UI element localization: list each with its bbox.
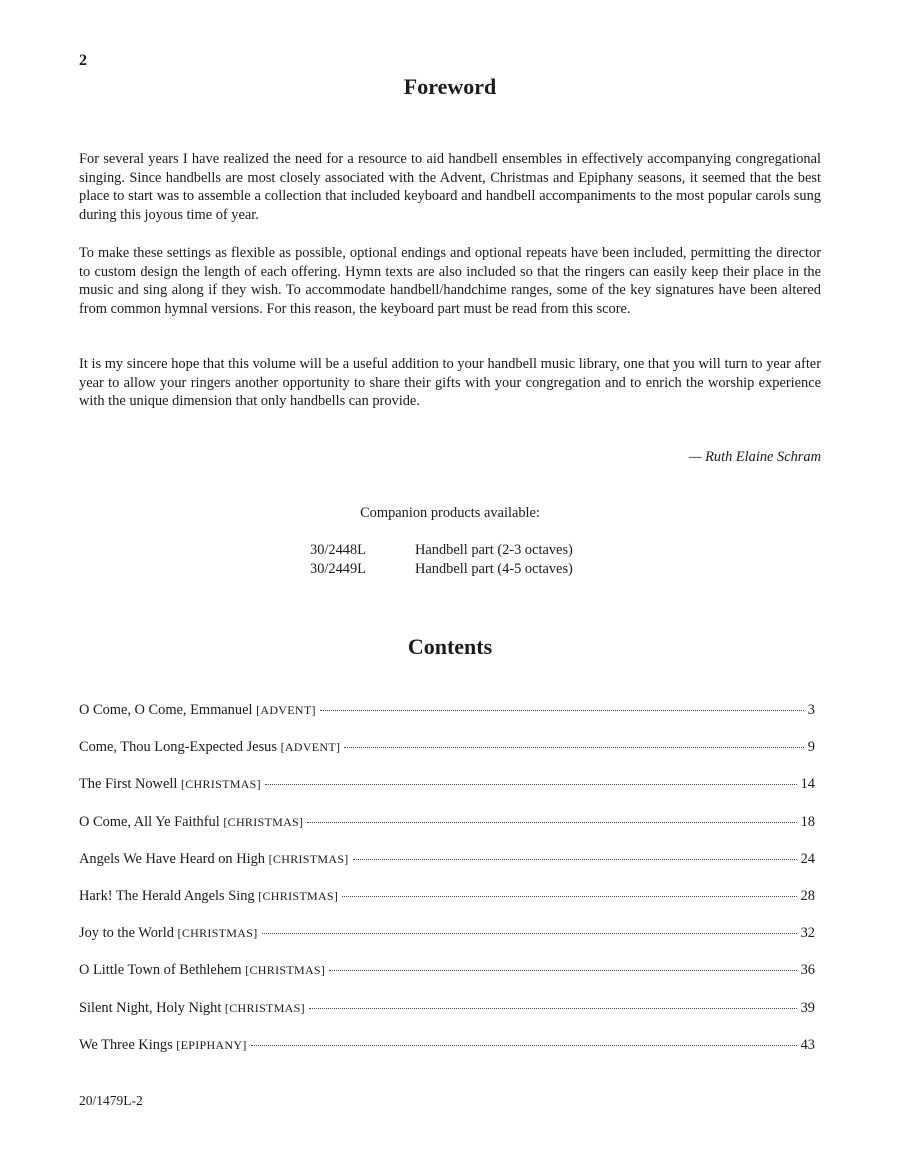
toc-entry-page: 43 [800, 1036, 815, 1053]
dot-leader [307, 822, 796, 823]
dot-leader [329, 970, 796, 971]
toc-entry-title: Come, Thou Long-Expected Jesus [ADVENT] [79, 739, 341, 756]
toc-entry-season: [ADVENT] [256, 703, 316, 717]
dot-leader [320, 710, 804, 711]
product-description: Handbell part (2-3 octaves) [415, 542, 573, 558]
toc-entry [79, 1000, 815, 1037]
toc-entry-season: [EPIPHANY] [176, 1037, 247, 1052]
companion-list [310, 541, 573, 578]
dot-leader [309, 1008, 797, 1009]
foreword-title: Foreword [403, 74, 497, 99]
contents-title: Contents [407, 634, 493, 659]
foreword-paragraph-1: For several years I have realized the need for a resource to aid handbell ensembles in effectively accompanying congregational singing. Since handbells are most closely associated with the Advent, Christmas and Epiphany seasons, it seemed that the best place to start was to assemble a collection that included keyboard and handbell accompaniments to the most popular carols sung during this joyous time of year. [79, 151, 821, 223]
toc-entry-page: 3 [807, 702, 815, 718]
toc-entry-page: 9 [807, 739, 815, 756]
dot-leader [262, 933, 797, 934]
toc-entry-page: 36 [800, 962, 815, 979]
toc-entry [79, 962, 815, 999]
toc-entry [79, 776, 815, 813]
foreword-paragraph-3: It is my sincere hope that this volume will be a useful addition to your handbell music library, one that you will turn to year after year to allow your ringers another opportunity to share their gifts with your congregation and to enrich the worship experience with the unique dimension that only handbells can provide. [79, 356, 821, 410]
toc-entry-title: Angels We Have Heard on High [CHRISTMAS] [79, 850, 349, 867]
toc-entry-page: 14 [800, 776, 815, 793]
foreword-paragraph-2: To make these settings as flexible as possible, optional endings and optional repeats have been included, permitting the director to custom design the length of each offering. Hymn texts are also included so that the ringers can easily keep their place in the music and sing along if they wish. To accommodate handbell/handchime ranges, some of the key signatures have been altered from common hymnal versions. For this reason, the keyboard part must be read from this score. [79, 245, 821, 317]
table-of-contents [79, 702, 815, 1074]
toc-entry-page: 39 [800, 999, 815, 1016]
catalog-code: 20/1479L-2 [79, 1093, 143, 1108]
toc-entry-season: [CHRISTMAS] [224, 1000, 305, 1015]
companion-heading: Companion products available: [360, 505, 540, 521]
product-code: 30/2449L [310, 560, 366, 577]
dot-leader [353, 859, 797, 860]
toc-entry [79, 851, 815, 888]
author-signature: — Ruth Elaine Schram [688, 449, 821, 465]
toc-entry-page: 24 [800, 850, 815, 867]
toc-entry-season: [ADVENT] [280, 740, 341, 755]
toc-entry-page: 18 [800, 813, 815, 830]
dot-leader [251, 1045, 797, 1046]
companion-item [310, 541, 573, 560]
toc-entry [79, 739, 815, 776]
toc-entry-page: 32 [800, 925, 815, 942]
toc-entry-season: [CHRISTMAS] [245, 963, 326, 978]
toc-entry-title: Hark! The Herald Angels Sing [CHRISTMAS] [79, 887, 339, 904]
toc-entry-season: [CHRISTMAS] [223, 814, 304, 829]
toc-entry-title: We Three Kings [EPIPHANY] [79, 1036, 247, 1053]
toc-entry-season: [CHRISTMAS] [177, 926, 258, 941]
product-description: Handbell part (4-5 octaves) [415, 560, 573, 577]
toc-entry-season: [CHRISTMAS] [258, 888, 339, 903]
dot-leader [342, 896, 796, 897]
toc-entry-season: [CHRISTMAS] [268, 851, 349, 866]
toc-entry-season: [CHRISTMAS] [180, 777, 261, 792]
dot-leader [344, 747, 803, 748]
toc-entry-page: 28 [800, 887, 815, 904]
toc-entry-title: O Little Town of Bethlehem [CHRISTMAS] [79, 962, 326, 979]
toc-entry-title: O Come, All Ye Faithful [CHRISTMAS] [79, 813, 304, 830]
page-number: 2 [79, 52, 87, 69]
toc-entry [79, 814, 815, 851]
toc-entry [79, 1037, 815, 1074]
product-code: 30/2448L [310, 542, 366, 558]
toc-entry [79, 702, 815, 739]
toc-entry-title: Silent Night, Holy Night [CHRISTMAS] [79, 999, 305, 1016]
toc-entry-title: The First Nowell [CHRISTMAS] [79, 776, 261, 793]
dot-leader [265, 784, 797, 785]
toc-entry [79, 925, 815, 962]
companion-item [310, 560, 573, 579]
toc-entry-title: Joy to the World [CHRISTMAS] [79, 925, 258, 942]
toc-entry [79, 888, 815, 925]
toc-entry-title: O Come, O Come, Emmanuel [ADVENT] [79, 702, 316, 718]
